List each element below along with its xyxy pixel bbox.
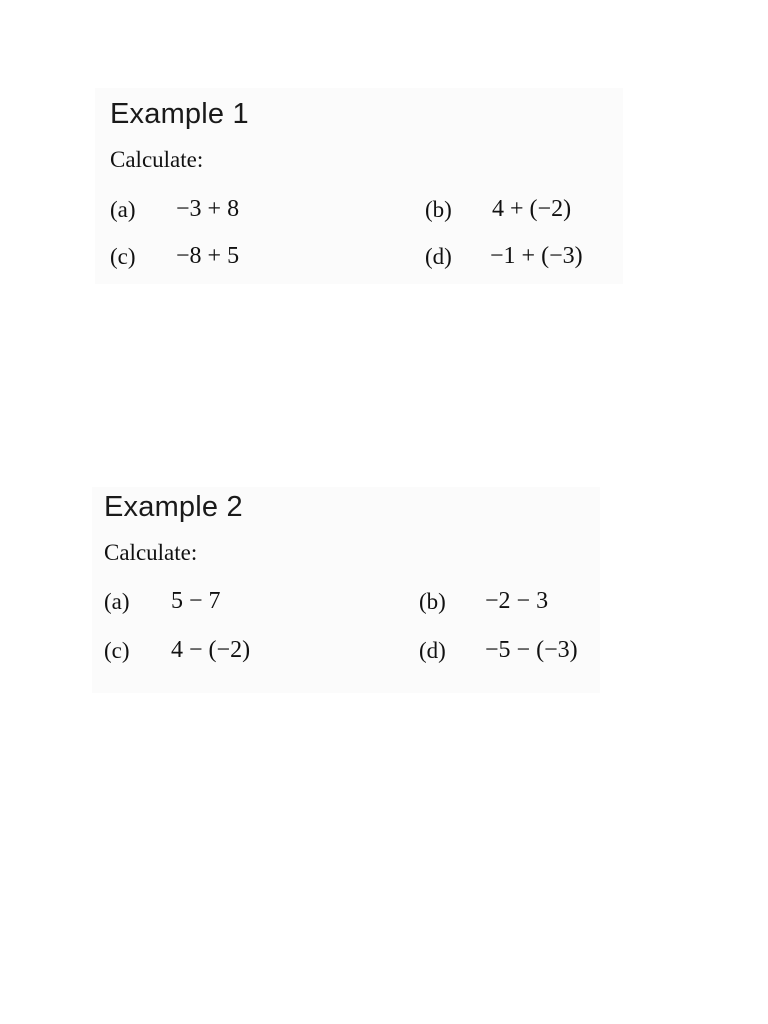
instruction-text: Calculate: (104, 540, 198, 565)
example-2-card (92, 487, 600, 693)
item-expression-c: −8 + 5 (176, 243, 240, 269)
example-title: Example 1 (110, 98, 249, 130)
item-label-b: (b) (425, 197, 452, 222)
item-expression-a: −3 + 8 (176, 196, 240, 222)
example-title: Example 2 (104, 491, 243, 523)
item-label-c: (c) (104, 638, 130, 663)
item-label-a: (a) (110, 197, 136, 222)
item-label-a: (a) (104, 589, 130, 614)
example-1-card (95, 88, 623, 284)
item-expression-d: −1 + (−3) (490, 243, 583, 269)
item-label-d: (d) (425, 244, 452, 269)
item-expression-a: 5 − 7 (171, 588, 221, 614)
instruction-text: Calculate: (110, 147, 204, 172)
item-label-c: (c) (110, 244, 136, 269)
item-label-b: (b) (419, 589, 446, 614)
item-label-d: (d) (419, 638, 446, 663)
item-expression-c: 4 − (−2) (171, 637, 251, 663)
item-expression-b: −2 − 3 (485, 588, 549, 614)
item-expression-d: −5 − (−3) (485, 637, 578, 663)
item-expression-b: 4 + (−2) (492, 196, 572, 222)
